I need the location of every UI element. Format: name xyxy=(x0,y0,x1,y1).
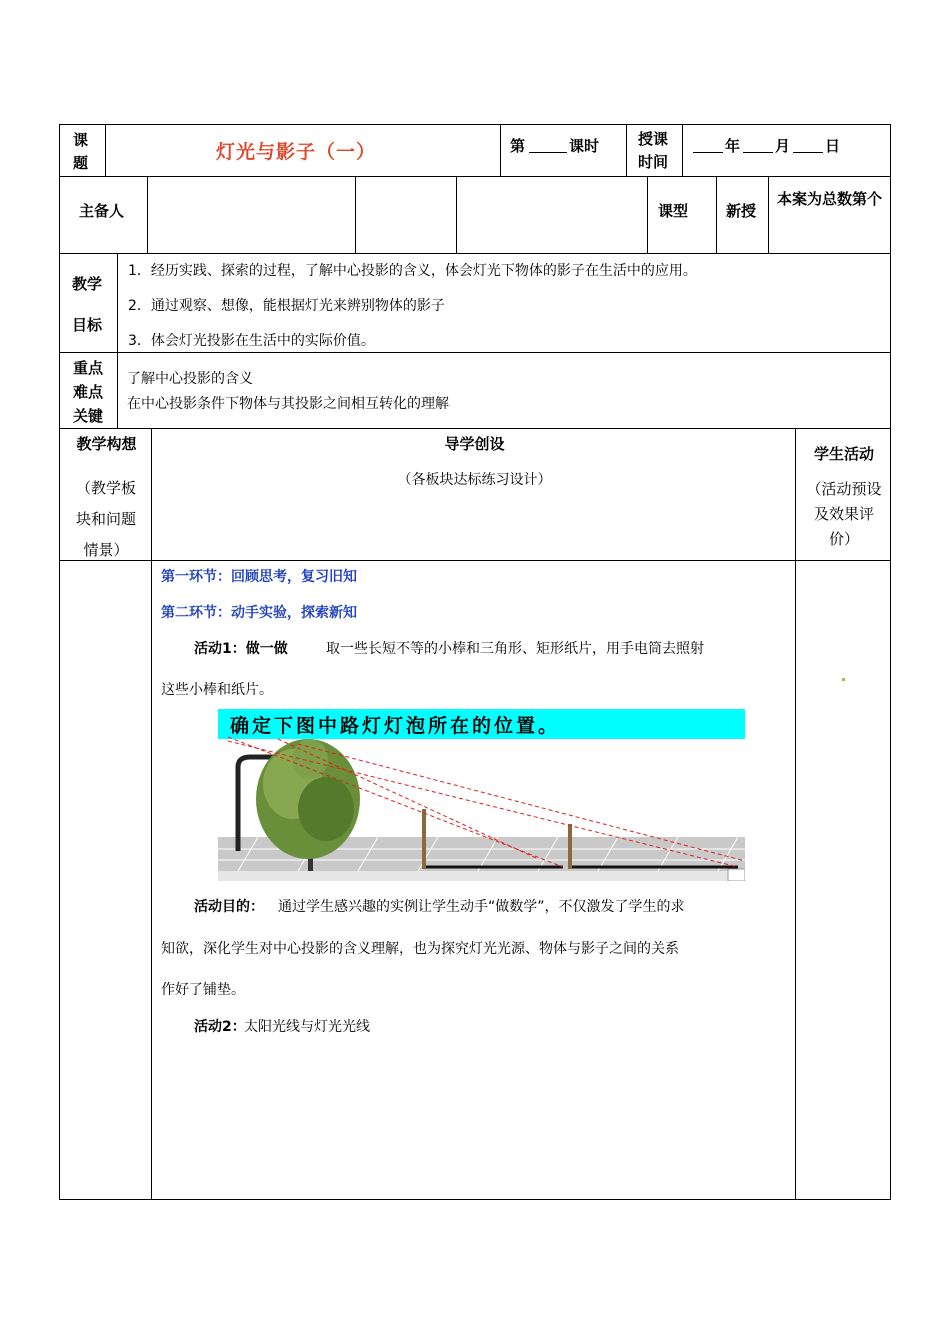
activity-1-text: 取一些长短不等的小棒和三角形、矩形纸片，用手电筒去照射 xyxy=(326,641,704,657)
purpose-text-cont: 知欲，深化学生对中心投影的含义理解，也为探究灯光光源、物体与影子之间的关系 xyxy=(161,941,679,957)
date-cell xyxy=(682,124,891,177)
purpose-text: 通过学生感兴趣的实例让学生动手“做数学”，不仅激发了学生的求 xyxy=(278,899,685,915)
total-cell xyxy=(768,176,891,254)
date-day: 日 xyxy=(825,137,841,155)
lesson-cell xyxy=(500,124,627,177)
preparer-cell-1 xyxy=(147,176,356,254)
section-1-heading: 第一环节：回顾思考，复习旧知 xyxy=(161,569,357,585)
preparer-label: 主备人 xyxy=(79,202,125,220)
goals-label: 教学目标 xyxy=(72,275,103,334)
activity-2-label: 活动2： xyxy=(194,1019,246,1035)
time-label-cell xyxy=(626,124,683,177)
activity-2-text: 太阳光线与灯光光线 xyxy=(244,1019,370,1035)
lesson-prefix: 第 xyxy=(510,137,526,155)
preparer-cell-2 xyxy=(355,176,457,254)
lesson-blank xyxy=(529,152,567,153)
date-year: 年 xyxy=(725,137,741,155)
goals-content-cell xyxy=(117,253,891,353)
type-value-cell xyxy=(716,176,769,254)
design-right-title: 学生活动 xyxy=(813,445,874,463)
subject-label-cell xyxy=(59,124,106,177)
keypoint-item: 了解中心投影的含义 xyxy=(127,371,253,387)
design-mid-header xyxy=(151,428,796,561)
type-label: 课型 xyxy=(658,202,689,220)
design-mid-title: 导学创设 xyxy=(444,435,505,453)
goal-item: 1．经历实践、探索的过程，了解中心投影的含义，体会灯光下物体的影子在生活中的应用。 xyxy=(128,263,697,279)
design-right-sub: （活动预设及效果评价） xyxy=(806,480,882,548)
goal-item: 2．通过观察、想像，能根据灯光来辨别物体的影子 xyxy=(128,298,445,314)
streetlight-illustration xyxy=(218,709,745,881)
design-mid-sub: （各板块达标练习设计） xyxy=(397,472,552,488)
marker-dot xyxy=(842,678,845,681)
goals-label-cell xyxy=(59,253,118,353)
type-value: 新授 xyxy=(726,202,757,220)
title-cell xyxy=(105,124,501,177)
type-label-cell xyxy=(647,176,717,254)
year-blank xyxy=(693,152,723,153)
subject-label: 课题 xyxy=(73,131,89,172)
month-blank xyxy=(743,152,773,153)
content-main-cell xyxy=(151,560,796,1200)
goal-item: 3．体会灯光投影在生活中的实际价值。 xyxy=(128,333,375,349)
lesson-suffix: 课时 xyxy=(569,137,600,155)
purpose-text-end: 作好了铺垫。 xyxy=(161,982,245,998)
activity-1-text-cont: 这些小棒和纸片。 xyxy=(161,682,273,698)
preparer-cell-3 xyxy=(456,176,648,254)
illustration-drawing xyxy=(218,709,745,881)
design-left-title: 教学构想 xyxy=(76,435,137,453)
design-right-header xyxy=(795,428,891,561)
date-month: 月 xyxy=(775,137,791,155)
purpose-label: 活动目的： xyxy=(194,899,264,915)
content-right-cell xyxy=(795,560,891,1200)
page-title: 灯光与影子（一） xyxy=(216,141,377,163)
total-label: 本案为总数第个 xyxy=(777,190,883,208)
section-2-heading: 第二环节：动手实验，探索新知 xyxy=(161,605,357,621)
content-left-cell xyxy=(59,560,152,1200)
keypoints-label: 重点难点关键 xyxy=(73,359,104,425)
keypoint-item: 在中心投影条件下物体与其投影之间相互转化的理解 xyxy=(127,396,449,412)
preparer-label-cell xyxy=(59,176,148,254)
day-blank xyxy=(793,152,823,153)
activity-1-label: 活动1：做一做 xyxy=(194,641,288,657)
keypoints-content-cell xyxy=(117,352,891,429)
illustration-caption: 确定下图中路灯灯泡所在的位置。 xyxy=(230,715,561,737)
design-left-sub: （教学板块和问题情景） xyxy=(75,479,136,559)
time-label: 授课时间 xyxy=(638,130,669,171)
design-left-header xyxy=(59,428,152,561)
keypoints-label-cell xyxy=(59,352,118,429)
